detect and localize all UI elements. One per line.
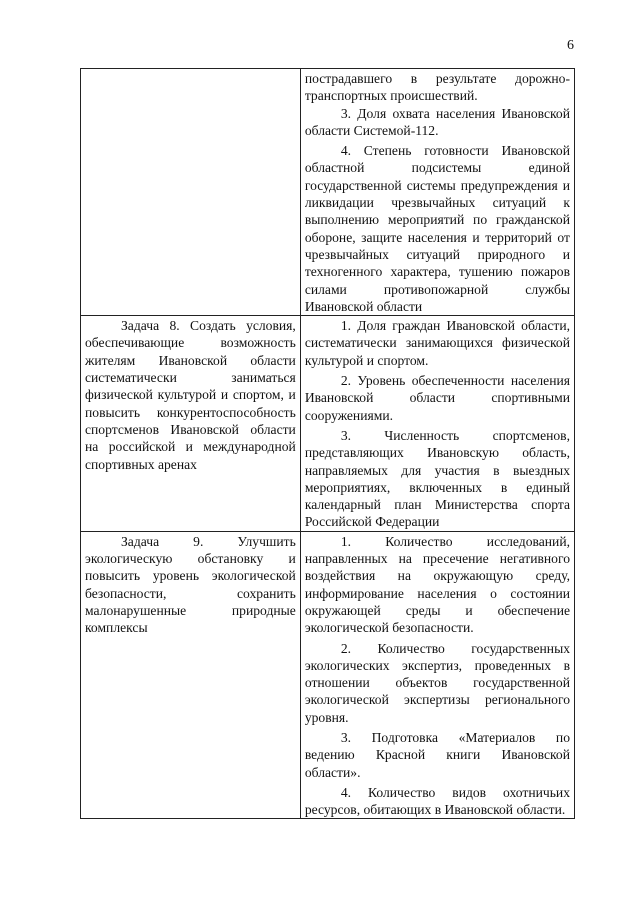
table-row: [81, 69, 575, 316]
indicators-cell: [300, 69, 574, 316]
indicator-item: 1. Количество исследований, направленных на пресечение негативного воздействия на окружающую среду, информирование населения о состоянии окружающей среды и обеспечение экологической безопасности.: [304, 533, 570, 636]
indicator-item: 1. Доля граждан Ивановской области, систематически занимающихся физической культурой и спортом.: [304, 318, 570, 368]
page-number: 6: [567, 38, 574, 53]
task-text: Задача 9. Улучшить экологическую обстановку и повысить уровень экологической безопасности, сохранить малонарушенные природные комплексы: [85, 533, 296, 636]
tasks-indicators-table: [80, 68, 575, 819]
indicator-item: 4. Степень готовности Ивановской областной подсистемы единой государственной системы предупреждения и ликвидации чрезвычайных ситуаций к выполнению мероприятий по гражданской обороне, защите населения и территорий от чрезвычайных ситуаций природного и техногенного характера, тушению пожаров силами противопожарной службы Ивановской области: [304, 143, 570, 314]
indicator-item: 2. Уровень обеспеченности населения Ивановской области спортивными сооружениями.: [304, 373, 570, 423]
indicator-item: 3. Доля охвата населения Ивановской области Системой-112.: [304, 105, 570, 138]
indicator-item: 3. Численность спортсменов, представляющих Ивановскую область, направляемых для участия в выездных мероприятиях, включенных в единый календарный план Министерства спорта Российской Федерации: [304, 427, 570, 530]
indicator-continuation: пострадавшего в результате дорожно-транспортных происшествий.: [304, 71, 570, 104]
indicators-cell: [300, 531, 574, 819]
indicator-item: 2. Количество государственных экологических экспертиз, проведенных в отношении объектов государственной экологической экспертизы регионального уровня.: [304, 640, 570, 725]
task-text: Задача 8. Создать условия, обеспечивающие возможность жителям Ивановской области систематически заниматься физической культурой и спортом, и повысить конкурентоспособность спортсменов Ивановской области на российской и международной спортивных аренах: [85, 318, 296, 472]
indicator-item: 4. Количество видов охотничьих ресурсов, обитающих в Ивановской области.: [304, 784, 570, 818]
indicators-cell: [300, 316, 574, 532]
task-cell: [81, 531, 301, 819]
task-cell: [81, 69, 301, 316]
table-row: [81, 316, 575, 532]
task-cell: [81, 316, 301, 532]
indicator-item: 3. Подготовка «Материалов по ведению Красной книги Ивановской области».: [304, 729, 570, 780]
table-row: [81, 531, 575, 819]
